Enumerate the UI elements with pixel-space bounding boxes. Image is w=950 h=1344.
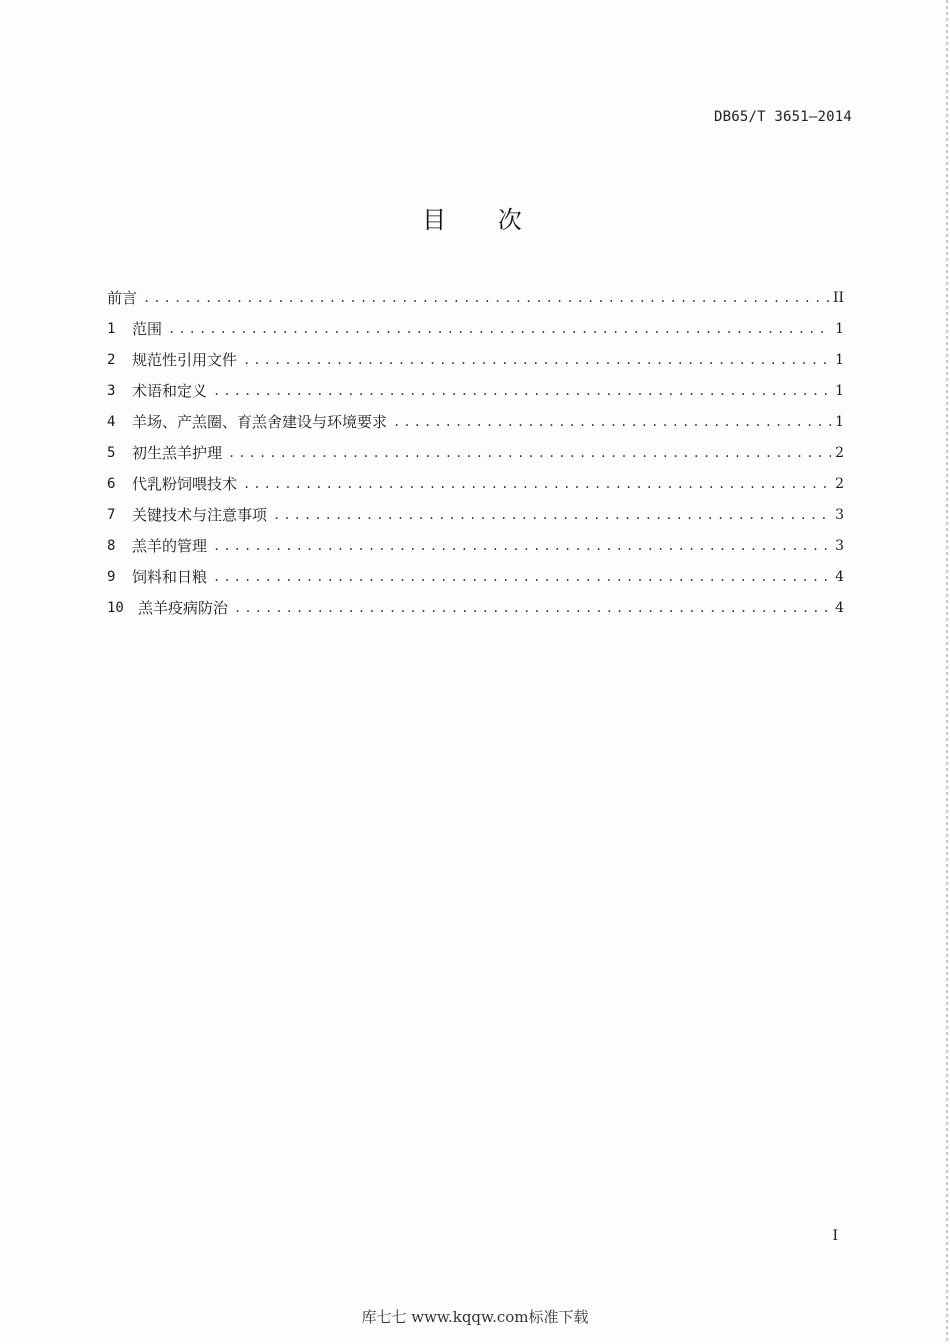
toc-entry-page: 3 (835, 537, 844, 554)
toc-entry-label: 规范性引用文件 (132, 351, 238, 369)
toc-entry-label: 饲料和日粮 (132, 568, 208, 586)
toc-leader-dots (168, 322, 831, 336)
toc-leader-dots (273, 508, 831, 522)
toc-entry-6[interactable] (107, 468, 844, 499)
toc-entry-number: 4 (107, 413, 116, 430)
toc-entry-1[interactable] (107, 313, 844, 344)
toc-leader-dots (213, 539, 831, 553)
toc-leader-dots (234, 601, 831, 615)
watermark-text: 库七七 www.kqqw.com标准下载 (361, 1308, 589, 1326)
toc-entry-page: 2 (835, 475, 844, 492)
toc-entry-label: 羔羊的管理 (132, 537, 208, 555)
toc-entry-label: 羊场、产羔圈、育羔舍建设与环境要求 (132, 413, 388, 431)
toc-entry-label: 前言 (107, 289, 138, 307)
toc-entry-number: 5 (107, 444, 116, 461)
toc-entry-number: 8 (107, 537, 116, 554)
toc-entry-number: 1 (107, 320, 116, 337)
toc-entry-page: 1 (835, 351, 844, 368)
toc-entry-10[interactable] (107, 592, 844, 623)
toc-entry-3[interactable] (107, 375, 844, 406)
toc-entry-page: 4 (835, 599, 844, 616)
toc-entry-7[interactable] (107, 499, 844, 530)
toc-entry-page: 2 (835, 444, 844, 461)
toc-entry-label: 关键技术与注意事项 (132, 506, 268, 524)
toc-entry-9[interactable] (107, 561, 844, 592)
table-of-contents (107, 282, 844, 623)
toc-entry-page: 3 (835, 506, 844, 523)
toc-entry-label: 羔羊疫病防治 (138, 599, 229, 617)
toc-entry-label: 术语和定义 (132, 382, 208, 400)
toc-entry-page: 1 (835, 382, 844, 399)
toc-leader-dots (243, 477, 831, 491)
toc-leader-dots (228, 446, 831, 460)
toc-entry-page: 1 (835, 413, 844, 430)
toc-entry-number: 2 (107, 351, 116, 368)
toc-entry-number: 10 (107, 599, 124, 616)
toc-entry-number: 7 (107, 506, 116, 523)
toc-entry-label: 代乳粉饲喂技术 (132, 475, 238, 493)
toc-entry-number: 3 (107, 382, 116, 399)
toc-entry-page: II (832, 289, 844, 306)
toc-leader-dots (143, 291, 829, 305)
toc-entry-number: 6 (107, 475, 116, 492)
toc-entry-label: 范围 (132, 320, 163, 338)
toc-entry-foreword[interactable] (107, 282, 844, 313)
toc-leader-dots (213, 570, 831, 584)
toc-entry-label: 初生羔羊护理 (132, 444, 223, 462)
toc-entry-number: 9 (107, 568, 116, 585)
toc-entry-5[interactable] (107, 437, 844, 468)
toc-entry-4[interactable] (107, 406, 844, 437)
toc-entry-page: 1 (835, 320, 844, 337)
toc-leader-dots (243, 353, 831, 367)
toc-entry-2[interactable] (107, 344, 844, 375)
toc-leader-dots (213, 384, 831, 398)
document-number: DB65/T 3651—2014 (713, 109, 852, 125)
toc-entry-8[interactable] (107, 530, 844, 561)
toc-leader-dots (393, 415, 831, 429)
toc-title: 目 次 (422, 206, 544, 234)
toc-entry-page: 4 (835, 568, 844, 585)
page-number: I (832, 1228, 838, 1244)
